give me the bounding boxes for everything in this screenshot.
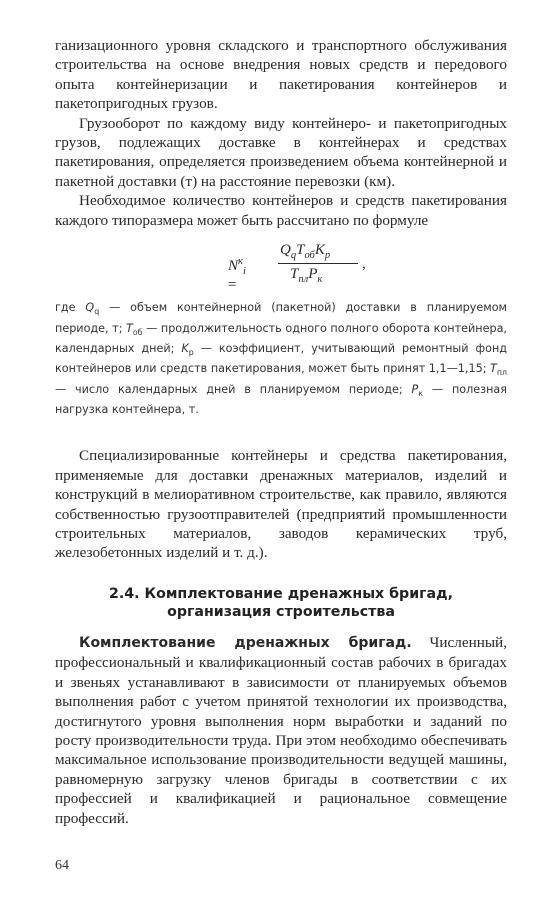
container-count-formula bbox=[55, 236, 507, 292]
section-heading-line-1: 2.4. Комплектование дренажных бригад, bbox=[109, 585, 453, 602]
paragraph-formula-intro: Необходимое количество контейнеров и средств пакетирования каждого типоразмера может быть рассчитано по формуле bbox=[55, 192, 507, 229]
formula-lhs: $N^к_i$ = bbox=[228, 256, 246, 294]
paragraph-continuation: ганизационного уровня складского и транспортного обслуживания строительства на основе внедрения новых средств и передового опыта контейнеризации и пакетирования контейнеров и пакетопригодных грузов. bbox=[55, 37, 507, 113]
formula-legend-note: где $Q_q$ — объем контейнерной (пакетной) доставки в планируемом периоде, т; $T_{об}$ — продолжительность одного полного оборота контейнера, календарных дней; $K_р$ — коэффициент, учитывающий ремонтный фонд контейнеров или средств пакетирования, может быть принят 1,1—1,15; $T_{пл}$ — число календарных дней в планируемом периоде; $P_к$ — полезная нагрузка контейнера, т. bbox=[55, 301, 507, 417]
section-heading bbox=[55, 585, 507, 621]
fraction-bar bbox=[278, 263, 358, 264]
formula-numerator: $Q_qT_{об}K_р$ bbox=[280, 242, 331, 262]
paragraph-cargo-turnover: Грузооборот по каждому виду контейнеро- и пакетопригодных грузов, подлежащих доставке в контейнерах и средствах пакетирования, определяется произведением объема контейнерной и пакетной доставки (т) на расстояние перевозки (км). bbox=[55, 114, 507, 190]
formula-comma: , bbox=[362, 256, 366, 273]
paragraph-brigade-staffing: Комплектование дренажных бригад. Численный, профессиональный и квалификационный состав рабочих в бригадах и звеньях устанавливают в зависимости от планируемых объемов выполнения работ с учетом принятой технологии их производства, достигнутого уровня выполнения норм выработки и заданий по росту производительности труда. При этом необходимо обеспечивать максимальное использование производительности ведущей машины, равномерную загрузку членов бригады в соответствии с их профессией и квалификацией и рациональное совмещение профессий. bbox=[55, 633, 507, 827]
page-number: 64 bbox=[55, 858, 69, 873]
paragraph-specialized-containers: Специализированные контейнеры и средства пакетирования, применяемые для доставки дренажных материалов, изделий и конструкций в мелиоративном строительстве, как правило, являются собственностью грузоотправителей (предприятий промышленности строительных материалов, заводов керамических труб, железобетонных изделий и т. д.). bbox=[55, 447, 507, 562]
section-heading-line-2: организация строительства bbox=[167, 603, 395, 620]
paragraph-lead-in: Комплектование дренажных бригад. bbox=[79, 634, 412, 651]
page-content bbox=[55, 36, 507, 828]
formula-denominator: $T_{пл}P_к$ bbox=[290, 266, 323, 286]
